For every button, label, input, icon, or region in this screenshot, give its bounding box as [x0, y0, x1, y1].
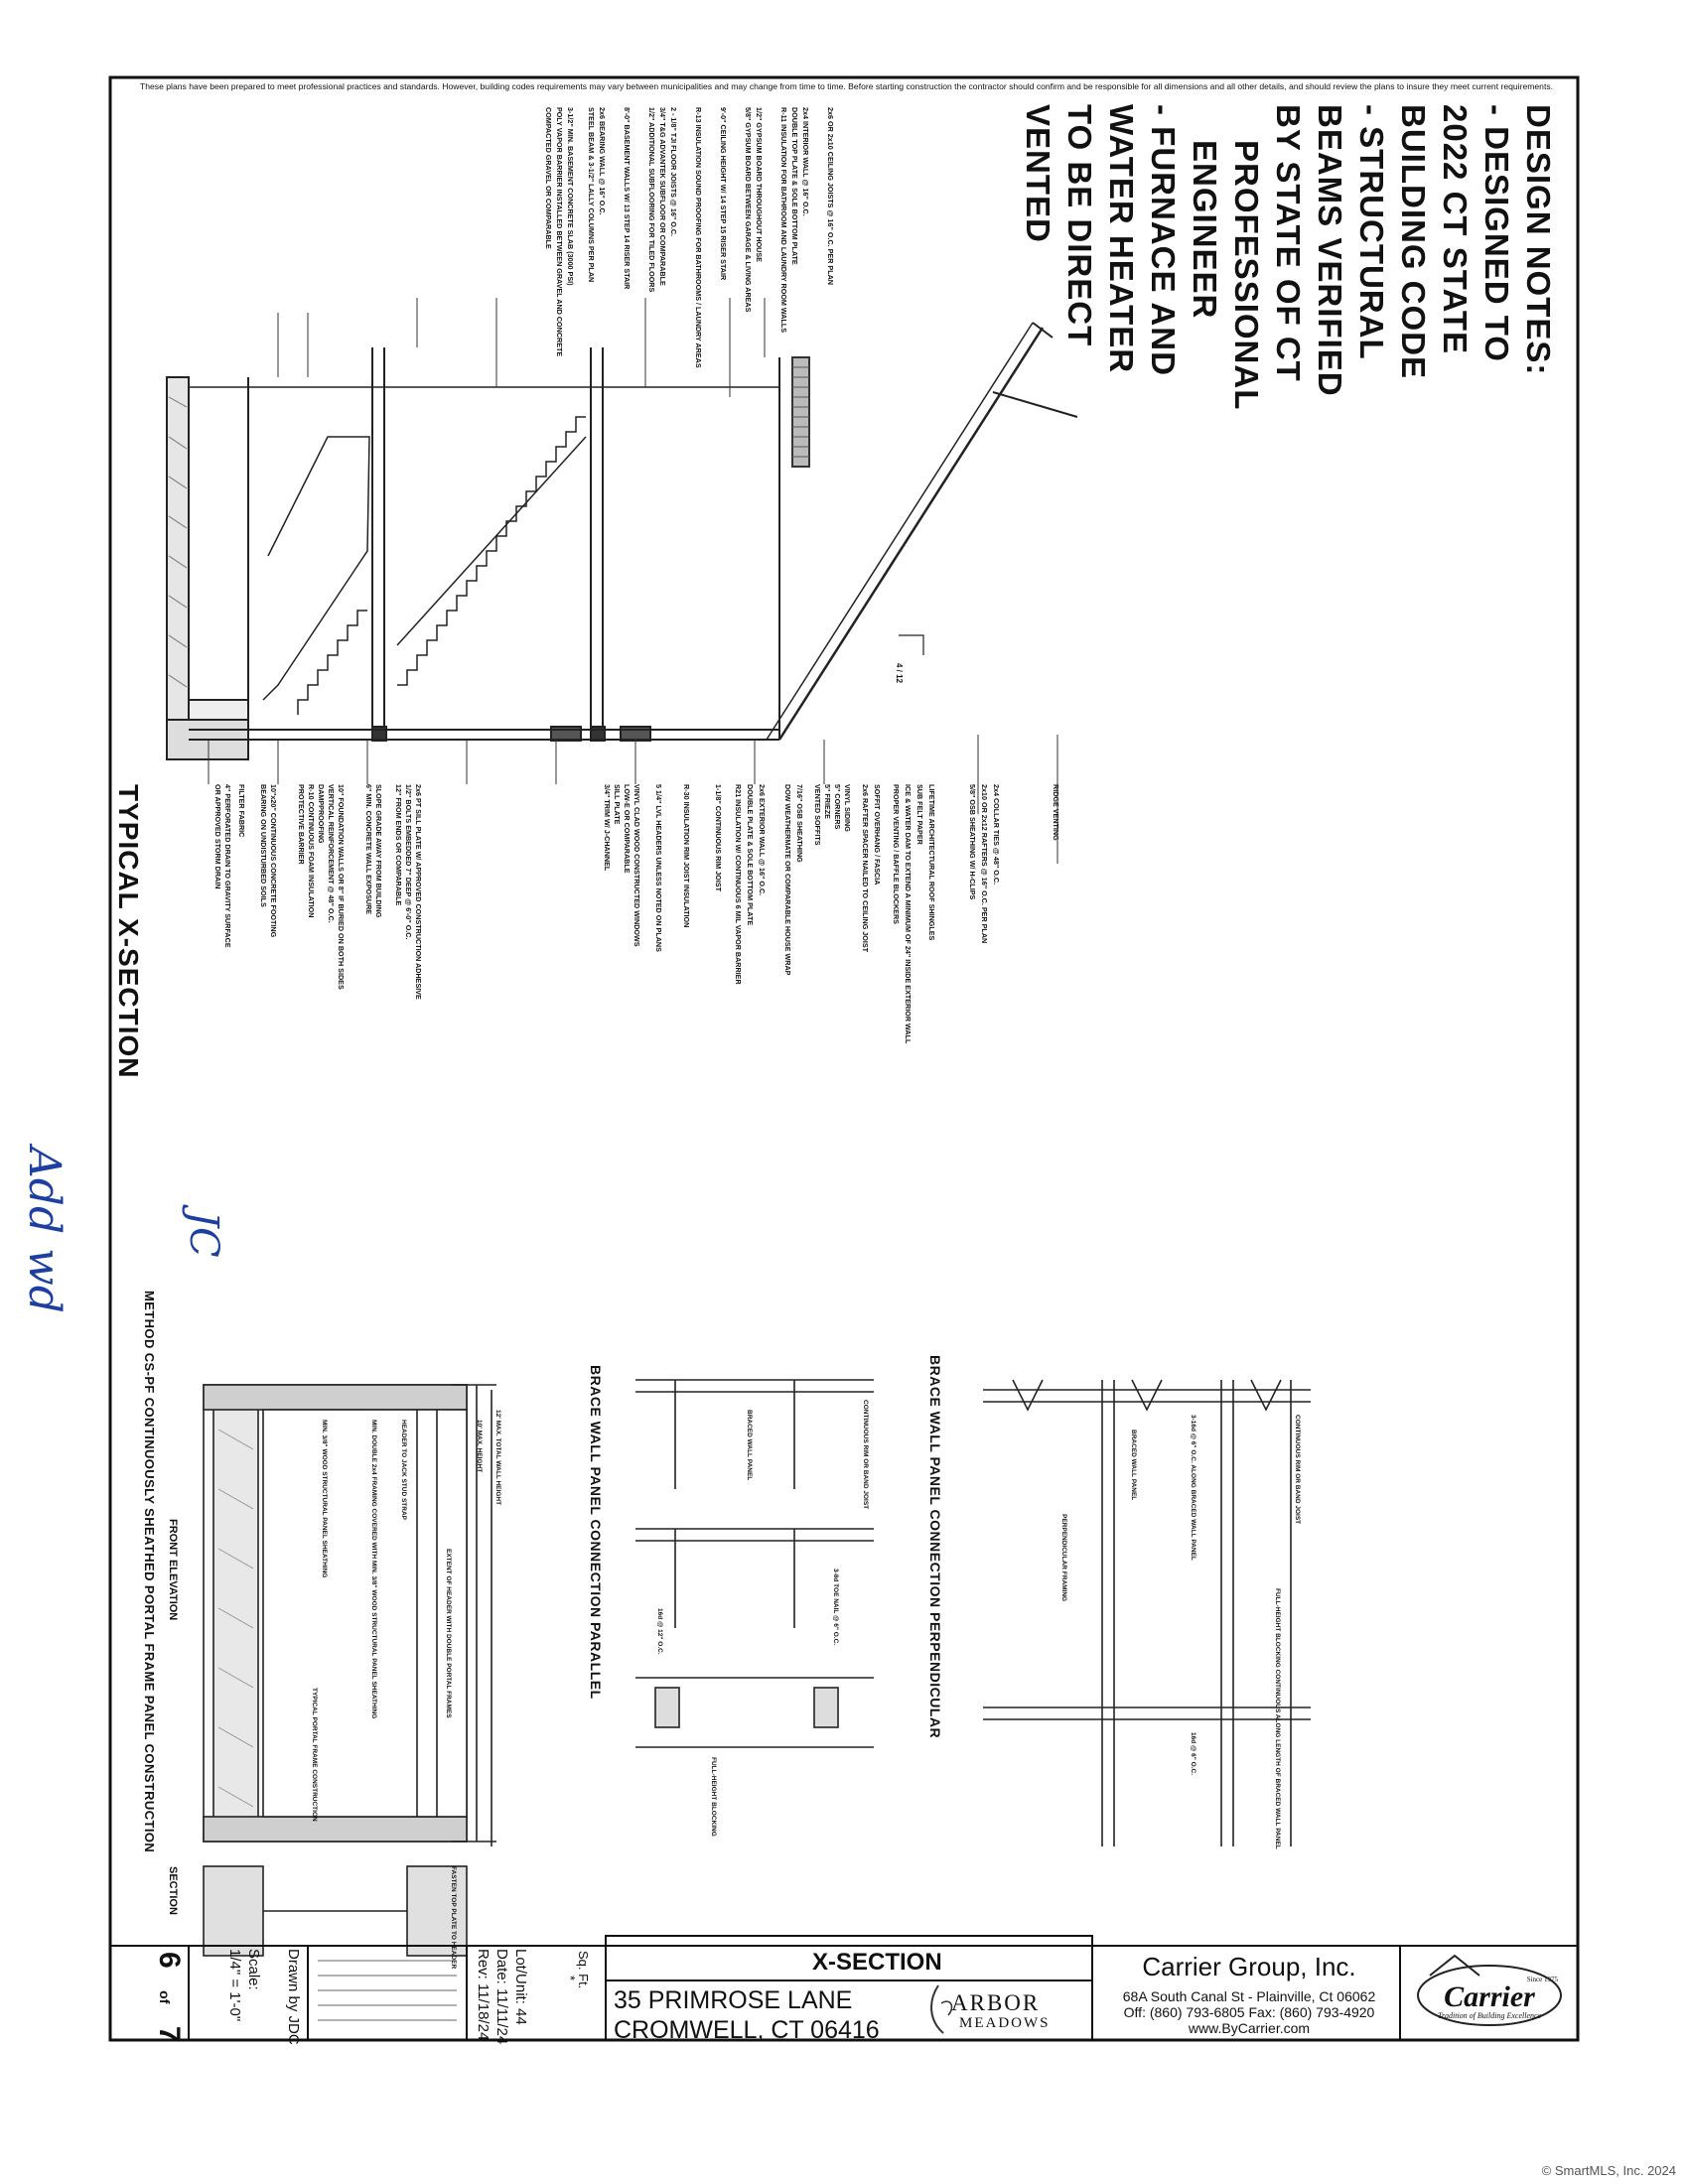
- perp-label: 16d @ 6" O.C.: [1190, 1732, 1196, 1776]
- left-note: 5/8" GYPSUM BOARD BETWEEN GARAGE & LIVING AREAS: [744, 107, 753, 313]
- right-note: R21 INSULATION W/ CONTINUOUS 6 MIL VAPOR BARRIER: [734, 784, 743, 985]
- design-note-4: - FURNACE AND WATER HEATER TO BE DIRECT VENTED: [1020, 104, 1182, 376]
- right-note: R-10 CONTINUOUS FOAM INSULATION: [307, 784, 316, 918]
- design-note-2: - STRUCTURAL BEAMS VERIFIED BY STATE OF CT: [1270, 104, 1390, 397]
- sheet-number-block: [152, 1952, 186, 2043]
- right-note: DOUBLE PLATE & SOLE BOTTOM PLATE: [746, 784, 755, 926]
- drawn-by: Drawn by JDC: [285, 1949, 302, 2045]
- right-note: 5" CORNERS: [833, 784, 842, 830]
- right-notes-list: [197, 784, 1070, 1092]
- right-note: FILTER FABRIC: [237, 784, 246, 838]
- portal-label: EXTENT OF HEADER WITH DOUBLE PORTAL FRAMES: [445, 1549, 452, 1718]
- right-note: OR APPROVED STORM DRAIN: [213, 784, 222, 889]
- scale-block: [225, 1949, 263, 2021]
- left-notes: [543, 107, 836, 368]
- par-label: 3-8d TOE NAIL @ 6" O.C.: [832, 1569, 839, 1646]
- brace-wall-parallel-detail: [635, 1380, 874, 1747]
- sq-ft-value: *: [563, 1976, 578, 1981]
- sheet-title: X-SECTION: [812, 1949, 942, 1976]
- left-note: STEEL BEAM & 3-1/2" LALLY COLUMNS PER PLAN: [587, 107, 596, 283]
- perp-detail-title: BRACE WALL PANEL CONNECTION PERPENDICULAR: [927, 1355, 943, 1739]
- sheet-number: 6: [153, 1952, 186, 1969]
- carrier-logo-text: Carrier: [1444, 1980, 1535, 2013]
- carrier-logo-since: Since 1975: [1526, 1976, 1558, 1983]
- company-phone: Off: (860) 793-6805 Fax: (860) 793-4920: [1123, 2004, 1375, 2020]
- design-note-3: PROFESSIONAL ENGINEER: [1187, 140, 1265, 410]
- design-notes-title: DESIGN NOTES:: [1520, 104, 1557, 376]
- right-note: 7/16" OSB SHEATHING: [795, 784, 804, 863]
- right-note: 1/2" BOLTS EMBEDDED 7" DEEP @ 6'-0" O.C.: [404, 784, 413, 940]
- left-note: 3-1/2" MIN. BASEMENT CONCRETE SLAB (3000 PSI): [566, 107, 575, 286]
- disclaimer-text: These plans have been prepared to meet professional practices and standards. However, building codes requirements may vary between municipalities and may change from time to time. Before starting construction the contractor should confirm and be responsible for all dimensions and all other details, and should review the plans to insure they meet current requirements.: [140, 81, 1554, 91]
- design-notes: [1017, 104, 1559, 410]
- right-note: DAMPPROOFING: [317, 784, 326, 844]
- right-note: 2x4 COLLAR TIES @ 48" O.C.: [992, 784, 1001, 886]
- sq-ft-label: Sq. Ft.: [576, 1951, 591, 1989]
- right-note: 6" MIN. CONCRETE WALL EXPOSURE: [364, 784, 373, 915]
- arbor-text: ARBOR: [951, 1990, 1041, 2015]
- handwritten-initials: JC: [181, 1211, 226, 1258]
- portal-label: TYPICAL PORTAL FRAME CONSTRUCTION: [311, 1688, 318, 1822]
- right-note: 10" FOUNDATION WALLS OR 8" IF BURIED ON BOTH SIDES: [337, 784, 346, 990]
- plan-date: Date: 11/11/24: [493, 1949, 510, 2045]
- right-note: ICE & WATER DAM TO EXTEND A MINIMUM OF 24" INSIDE EXTERIOR WALL: [904, 784, 913, 1044]
- copyright-footer: © SmartMLS, Inc. 2024: [1541, 2163, 1676, 2178]
- design-note-1: - DESIGNED TO 2022 CT STATE BUILDING CODE: [1395, 104, 1515, 379]
- revision-date: Rev: 11/18/24: [475, 1949, 492, 2041]
- right-note: BEARING ON UNDISTURBED SOILS: [259, 784, 268, 907]
- right-note: 2x6 PT SILL PLATE W/ APPROVED CONSTRUCTION ADHESIVE: [414, 784, 423, 1000]
- portal-label: MIN. 3/8" WOOD STRUCTURAL PANEL SHEATHING: [321, 1420, 328, 1578]
- right-note: VERTICAL REINFORCEMENT @ 48" O.C.: [327, 784, 336, 923]
- right-note: 2x10 OR 2x12 RAFTERS @ 16" O.C. PER PLAN: [980, 784, 989, 944]
- portal-detail-title: METHOD CS-PF CONTINUOUSLY SHEATHED PORTAL FRAME PANEL CONSTRUCTION: [142, 1291, 157, 1853]
- portal-label: FASTEN TOP PLATE TO HEADER: [450, 1866, 457, 1970]
- right-note: 2x6 EXTERIOR WALL @ 16" O.C.: [758, 784, 767, 896]
- right-note: LIFETIME ARCHITECTURAL ROOF SHINGLES: [927, 784, 936, 941]
- company-web: www.ByCarrier.com: [1188, 2020, 1311, 2036]
- scale-value: 1/4" = 1'-0": [226, 1949, 243, 2022]
- right-note: LOW-E OR COMPARABLE: [623, 784, 632, 874]
- right-note: SILL PLATE: [613, 784, 622, 825]
- sheet-total: 7: [153, 2025, 186, 2043]
- perp-label: BRACED WALL PANEL: [1130, 1430, 1137, 1501]
- company-address: 68A South Canal St - Plainville, Ct 06062: [1122, 1988, 1376, 2004]
- right-note: SOFFIT OVERHANG / FASCIA: [873, 784, 882, 886]
- company-block: [1100, 1952, 1398, 2036]
- roof-pitch-label: 4 / 12: [895, 663, 904, 684]
- portal-label: HEADER TO JACK STUD STRAP: [400, 1420, 407, 1521]
- perp-label: CONTINUOUS RIM OR BAND JOIST: [1294, 1415, 1301, 1525]
- par-label: BRACED WALL PANEL: [746, 1410, 753, 1481]
- section-title: TYPICAL X-SECTION: [113, 784, 144, 1079]
- scale-label: Scale:: [245, 1949, 262, 1990]
- right-note: 5" FRIEZE: [823, 784, 832, 819]
- portal-label: MIN. DOUBLE 2x4 FRAMING COVERED WITH MIN. 3/8" WOOD STRUCTURAL PANEL SHEATHING: [370, 1420, 377, 1719]
- right-note: 10"x20" CONTINUOUS CONCRETE FOOTING: [269, 784, 278, 938]
- perp-label: FULL-HEIGHT BLOCKING CONTINUOUS ALONG LENGTH OF BRACED WALL PANEL: [1274, 1588, 1281, 1849]
- brace-wall-perpendicular-detail: [983, 1380, 1311, 1846]
- left-note: 1/2" ADDITIONAL SUBFLOORING FOR TILED FLOORS: [647, 107, 656, 293]
- par-label: 16d @ 12" O.C.: [656, 1608, 663, 1655]
- right-note: 5 1/4" LVL HEADERS UNLESS NOTED ON PLANS: [654, 784, 663, 952]
- right-note: 4" PERFORATED DRAIN TO GRAVITY SURFACE: [223, 784, 232, 948]
- left-note: 8'-0" BASEMENT WALLS W/ 13 STEP 14 RISER STAIR: [623, 107, 632, 290]
- address-line-1: 35 PRIMROSE LANE: [614, 1986, 853, 2014]
- portal-label: 10' MAX. HEIGHT: [476, 1420, 483, 1473]
- company-name: Carrier Group, Inc.: [1142, 1952, 1356, 1981]
- left-note: 9'-0" CEILING HEIGHT W/ 14 STEP 15 RISER STAIR: [719, 107, 728, 281]
- left-note: COMPACTED GRAVEL OR COMPARABLE: [544, 107, 553, 249]
- drawn-scale: [284, 1949, 303, 2045]
- right-note: PROPER VENTING / BAFFLE BLOCKERS: [892, 784, 901, 924]
- right-note: VINYL SIDING: [843, 784, 852, 832]
- right-note: SLOPE GRADE AWAY FROM BUILDING: [374, 784, 383, 918]
- right-note: PROTECTIVE BARRIER: [297, 784, 306, 865]
- left-note: POLY VAPOR BARRIER INSTALLED BETWEEN GRAVEL AND CONCRETE: [555, 107, 564, 357]
- sheet-of: of: [157, 1990, 173, 2004]
- right-note: RIDGE VENTING: [1052, 784, 1060, 841]
- right-note: 3/4" TRIM W/ J-CHANNEL: [603, 784, 612, 872]
- front-elevation-label: FRONT ELEVATION: [167, 1519, 179, 1621]
- arbor-meadows-logo: [951, 1990, 1051, 2033]
- left-note: 1/2" GYPSUM BOARD THROUGHOUT HOUSE: [755, 107, 764, 262]
- cross-section-drawing: [167, 298, 1077, 864]
- right-note: 5/8" OSB SHEATHING W/ H-CLIPS: [968, 784, 977, 900]
- left-note: 2x6 BEARING WALL @ 16" O.C.: [598, 107, 607, 215]
- section-label: SECTION: [167, 1866, 179, 1915]
- left-note: R-11 INSULATION FOR BATHROOM AND LAUNDRY ROOM WALLS: [779, 107, 788, 334]
- left-note: 2 - 1/8" TJI FLOOR JOISTS @ 16" O.C.: [669, 107, 678, 237]
- lot-date-rev: [474, 1949, 530, 2044]
- address-line-2: CROMWELL, CT 06416: [614, 2016, 880, 2044]
- par-label: FULL-HEIGHT BLOCKING: [710, 1757, 717, 1837]
- lot-unit: Lot/Unit: 44: [512, 1949, 529, 2025]
- title-block-address: [614, 1985, 880, 2045]
- left-note: 3/4" T&G ADVANTEK SUBFLOOR OR COMPARABLE: [658, 107, 667, 286]
- right-note: DOW WEATHERMATE OR COMPARABLE HOUSE WRAP: [783, 784, 792, 976]
- right-note: 12" FROM ENDS OR COMPARABLE: [394, 784, 403, 906]
- right-note: VINYL CLAD WOOD CONSTRUCTED WINDOWS: [633, 784, 641, 947]
- perp-label: 3-16d @ 6" O.C. ALONG BRACED WALL PANEL: [1190, 1415, 1196, 1561]
- right-note: R-30 INSULATION RIM JOIST INSULATION: [682, 784, 691, 928]
- left-note: DOUBLE TOP PLATE & SOLE BOTTOM PLATE: [790, 107, 799, 265]
- meadows-text: MEADOWS: [959, 2015, 1051, 2031]
- carrier-logo-tagline: Tradition of Building Excellence: [1437, 2011, 1542, 2020]
- right-note: SUB FELT PAPER: [915, 784, 924, 845]
- handwritten-note: Add wd: [19, 1147, 70, 1313]
- left-note: 2x4 INTERIOR WALL @ 16" O.C.: [801, 107, 810, 216]
- carrier-logo: [1415, 1976, 1564, 2020]
- right-note: VENTED SOFFITS: [813, 784, 822, 846]
- left-note: 2x6 OR 2x10 CEILING JOISTS @ 16" O.C. PER PLAN: [826, 107, 835, 285]
- right-note: 2x6 RAFTER SPACER NAILED TO CEILING JOIST: [861, 784, 870, 953]
- par-detail-title: BRACE WALL PANEL CONNECTION PARALLEL: [588, 1365, 604, 1700]
- right-note: 1-1/8" CONTINUOUS RIM JOIST: [714, 784, 723, 892]
- par-label: CONTINUOUS RIM OR BAND JOIST: [862, 1400, 869, 1510]
- left-note: R-13 INSULATION SOUND PROOFING FOR BATHROOMS / LAUNDRY AREAS: [694, 107, 703, 368]
- portal-label: 12' MAX. TOTAL WALL HEIGHT: [494, 1410, 501, 1506]
- perp-label: PERPENDICULAR FRAMING: [1060, 1514, 1067, 1602]
